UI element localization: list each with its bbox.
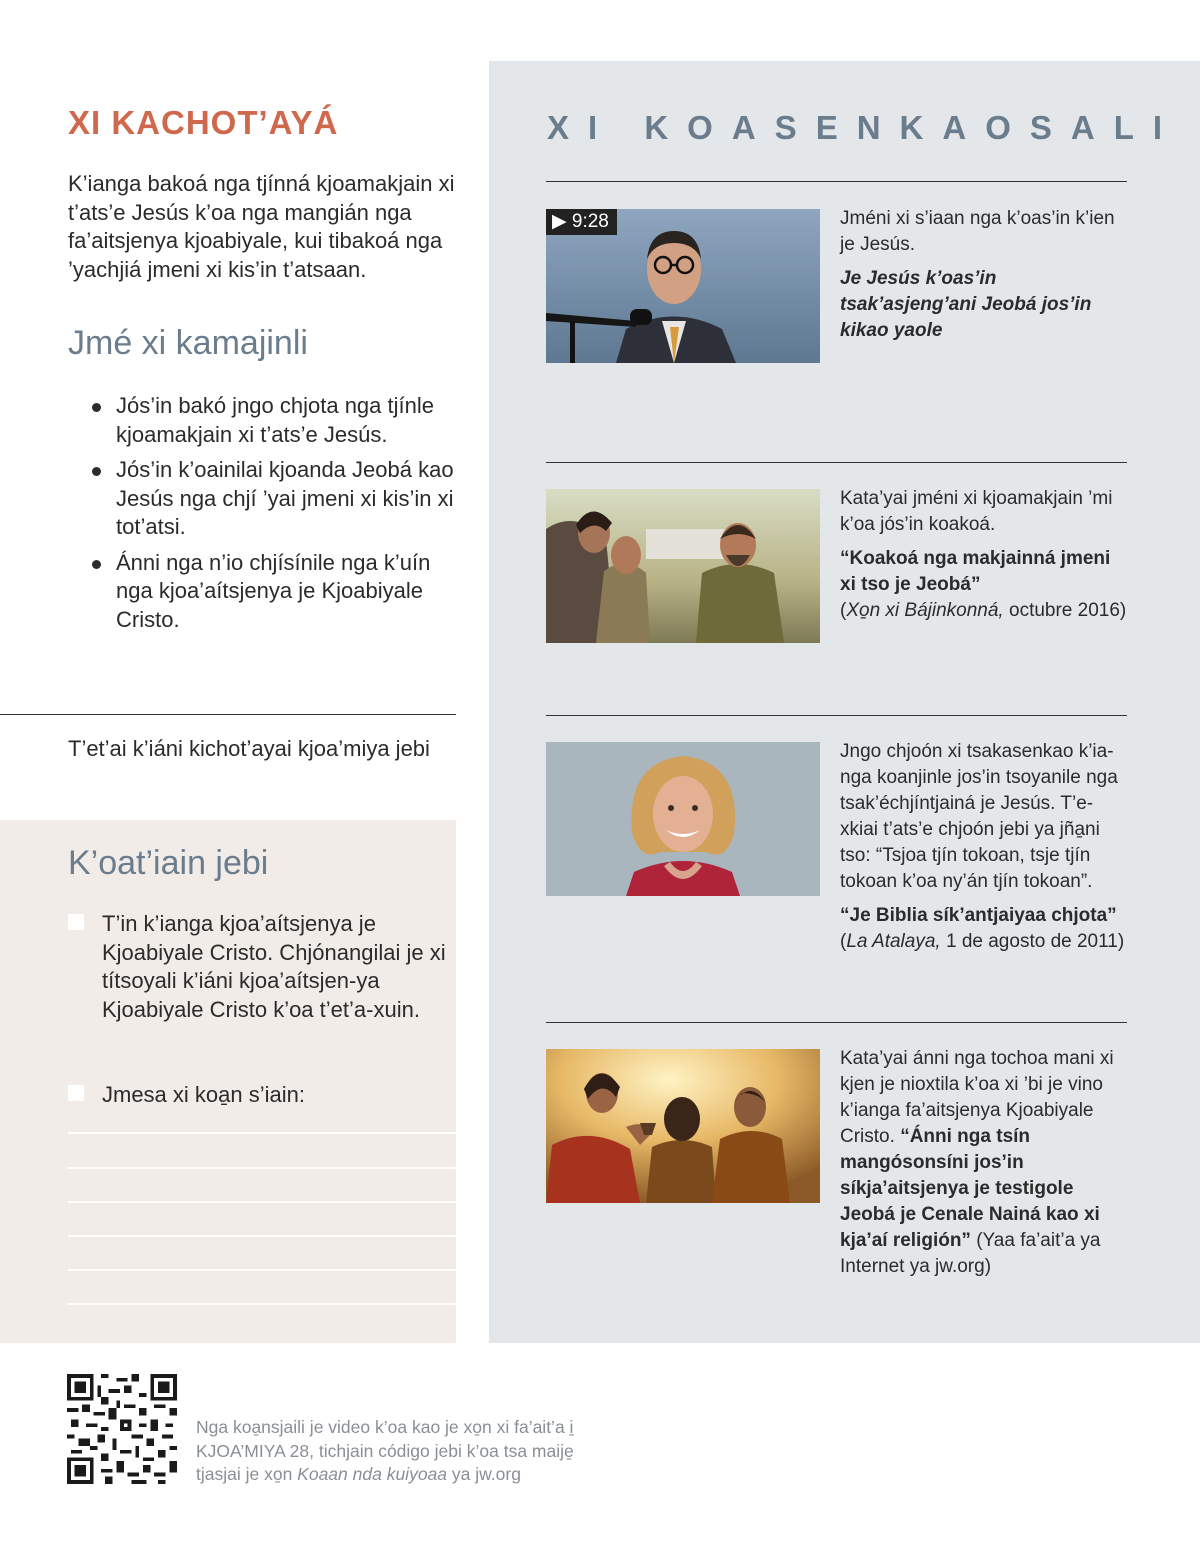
- resource-title[interactable]: “Ánni nga tsín mangósonsíni jos’in síkja’aitsjenya je testigole Jeobá je Cenale Nainá kao xi kja’aí religión”: [840, 1126, 1100, 1251]
- write-line[interactable]: [68, 1201, 456, 1203]
- video-thumbnail[interactable]: [546, 742, 820, 896]
- resource-citation: (La Atalaya, 1 de agosto de 2011): [840, 931, 1125, 952]
- article-thumbnail[interactable]: [546, 489, 820, 643]
- divider: [546, 1022, 1127, 1023]
- intro-paragraph: K’ianga bakoá nga tjínná kjoamakjain xi t’ats’e Jesús k’oa nga mangián nga fa’aitsjenya kjoabiyale, kui tibakoá nga ’yachjiá jmeni xi kis’in t’atsaan.: [68, 171, 455, 282]
- goal-item: Jós’in k’oainilai kjoanda Jeobá kao Jesús nga chjí ’yai jmeni xi kis’in xi tot’atsi.: [90, 456, 460, 542]
- resource-text: [840, 1046, 1130, 1280]
- goals-list: [90, 392, 460, 641]
- write-line[interactable]: [68, 1269, 456, 1271]
- footer-note: Nga koa̱nsjaili je video k’oa kao je xo̱n xi fa’ait’a i̱ KJOA’MIYA 28, tichjain código jebi k’oa tsa maije̱ tjasjai je xo̱n Koaan nda kuiyoaa ya jw.org: [196, 1417, 574, 1484]
- review-question: T’et’ai k’iáni kichot’ayai kjoa’miya jebi: [68, 736, 430, 761]
- checklist-item: Jmesa xi koa̱n s’iain:: [68, 1081, 448, 1110]
- write-line[interactable]: [68, 1303, 456, 1305]
- resource-text: [840, 206, 1130, 344]
- video-thumbnail[interactable]: [546, 209, 820, 363]
- resource-title[interactable]: Je Jesús k’oas’in tsak’asjeng’ani Jeobá jos’in kikao yaole: [840, 268, 1092, 341]
- resource-text: [840, 486, 1130, 624]
- checkbox[interactable]: [68, 914, 84, 930]
- men-talking-image: [546, 489, 820, 643]
- section-title-explore: XI KOASENKAOSALI: [547, 109, 1182, 146]
- resource-title[interactable]: “Je Biblia sík’antjaiyaa chjota”: [840, 905, 1117, 926]
- checkbox[interactable]: [68, 1085, 84, 1101]
- divider: [546, 715, 1127, 716]
- video-duration-badge: ▶ 9:28: [546, 209, 617, 235]
- divider: [0, 714, 456, 715]
- resource-title[interactable]: “Koakoá nga makjainná jmeni xi tso je Jeobá”: [840, 548, 1111, 595]
- resource-text: [840, 739, 1130, 955]
- bullet-icon: [92, 403, 101, 412]
- woman-smiling-image: [546, 742, 820, 896]
- bullet-icon: [92, 560, 101, 569]
- goal-item: Ánni nga n’io chjísínile nga k’uín nga kjoa’aítsjenya je Kjoabiyale Cristo.: [90, 549, 460, 635]
- resource-description: Kata’yai ánni nga tochoa mani xi kjen je nioxtila k’oa xi ’bi je vino k’ianga fa’aitsjenya Kjoabiyale Cristo.: [840, 1048, 1114, 1147]
- divider: [546, 181, 1127, 182]
- resource-citation: (Yaa fa’ait’a ya Internet ya jw.org): [840, 1230, 1101, 1277]
- right-column: [489, 61, 1200, 1343]
- goals-heading: Jmé xi kamajinli: [68, 324, 308, 362]
- resource-description: Jméni xi s’iaan nga k’oas’in k’ien je Jesús.: [840, 208, 1115, 255]
- section-title-lesson: XI KACHOT’AYÁ: [68, 104, 339, 141]
- write-line[interactable]: [68, 1132, 456, 1134]
- also-heading: K’oat’iain jebi: [68, 844, 269, 882]
- resource-description: Kata’yai jméni xi kjoamakjain ’mi k’oa jós’in koakoá.: [840, 488, 1113, 535]
- goal-item: Jós’in bakó jngo chjota nga tjínle kjoamakjain xi t’ats’e Jesús.: [90, 392, 460, 449]
- write-line[interactable]: [68, 1167, 456, 1169]
- checklist-item: T’in k’ianga kjoa’aítsjenya je Kjoabiyale Cristo. Chjónangilai je xi títsoyali k’iáni kjoa’aítsjen-ya Kjoabiyale Cristo k’oa t’et’a-xuin.: [68, 910, 448, 1024]
- bullet-icon: [92, 467, 101, 476]
- divider: [546, 462, 1127, 463]
- resource-description: Jngo chjoón xi tsakasenkao k’ia-nga koanjinle jos’in tsoyanile nga tsak’échjíntjainá je Jesús. T’e-xkiai t’ats’e chjoón jebi ya jña̱ni tso: “Tsjoa tjín tokoan, tsje tjín tokoan k’oa ny’án tjín tokoan”.: [840, 741, 1118, 892]
- resource-citation: (Xo̱n xi Bájinkonná, octubre 2016): [840, 600, 1127, 621]
- article-thumbnail[interactable]: [546, 1049, 820, 1203]
- qr-code-icon[interactable]: [67, 1374, 177, 1484]
- write-line[interactable]: [68, 1235, 456, 1237]
- last-supper-image: [546, 1049, 820, 1203]
